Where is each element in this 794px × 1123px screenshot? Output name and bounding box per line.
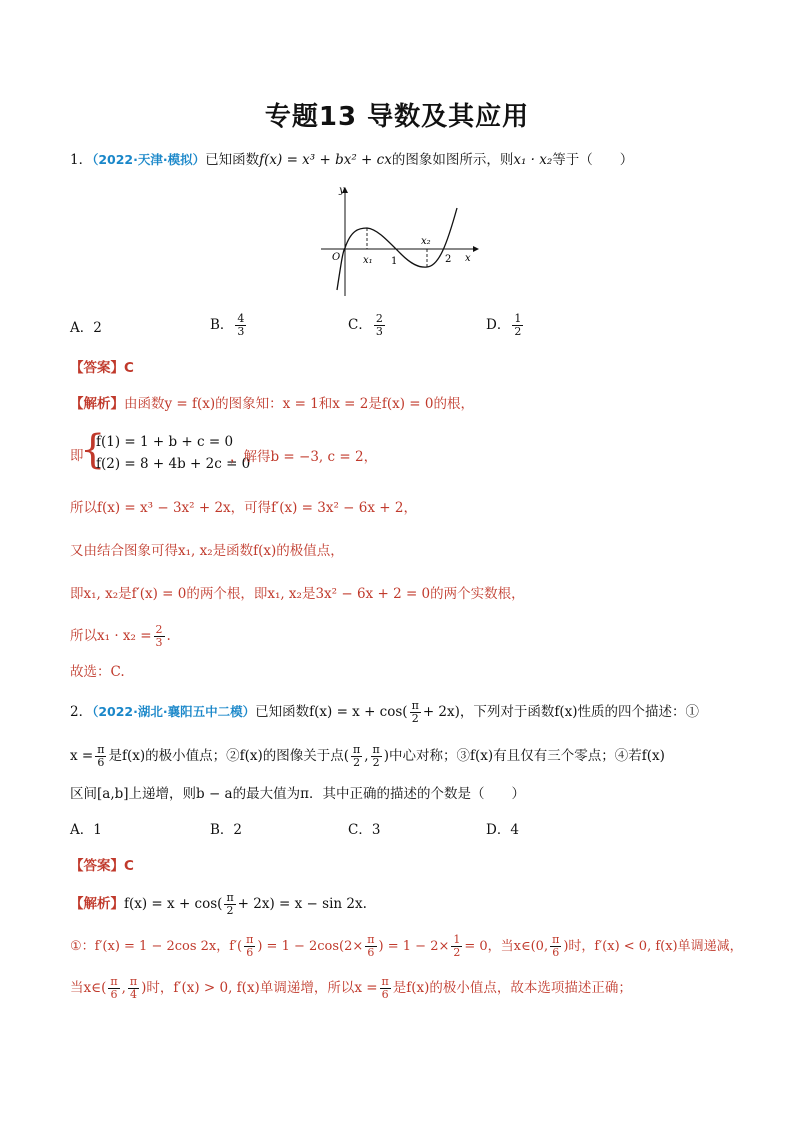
fraction-denominator: 2 (411, 712, 419, 725)
q2-analysis-line-1 (70, 892, 734, 917)
analysis-fraction (451, 934, 462, 959)
analysis-fraction (365, 934, 376, 959)
q2-stem-line-2 (70, 744, 734, 769)
stem-text: 已知函数f(x) = x + cos( (255, 704, 408, 720)
fraction-numerator: 1 (453, 933, 461, 946)
option-fraction (235, 313, 246, 338)
y-label: y (339, 185, 345, 196)
analysis-text: , (121, 980, 126, 996)
analysis-text: f(x) = x + cos( (124, 896, 223, 912)
fraction-numerator: π (226, 891, 234, 904)
analysis-tag: 【解析】 (70, 896, 124, 912)
option-label: D． (486, 822, 511, 838)
analysis-text: = 0，当x∈(0, (464, 939, 549, 954)
analysis-fraction (244, 934, 255, 959)
fraction-numerator: π (372, 743, 380, 756)
fraction-denominator: 6 (552, 946, 560, 959)
q1-stem-expr: x₁ · x₂ (513, 152, 553, 168)
analysis-text: ①：f′(x) = 1 − 2cos 2x，f′( (70, 939, 243, 954)
q2-stem-line-3: 区间[a,b]上递增，则b − a的最大值为π．其中正确的描述的个数是（ ） (70, 786, 525, 802)
fraction-denominator: 3 (237, 325, 245, 338)
system-prefix: 即 (70, 448, 84, 464)
x1-label: x₁ (363, 255, 373, 266)
fraction-numerator: 4 (237, 312, 245, 325)
q1-answer (70, 358, 734, 378)
stem-text: x = (70, 748, 94, 764)
q2-option-a[interactable] (70, 820, 102, 840)
option-label: A． (70, 822, 94, 838)
q1-analysis-line-3: 所以f(x) = x³ − 3x² + 2x，可得f′(x) = 3x² − 6x + 2， (70, 500, 417, 516)
x-label: x (465, 253, 471, 264)
fraction-numerator: π (246, 933, 254, 946)
origin-label: O (332, 252, 341, 263)
analysis-text: )时，f′(x) > 0, f(x)单调递增，所以x = (141, 980, 378, 996)
q2-source: （2022·湖北·襄阳五中二模） (92, 704, 256, 719)
stem-text: 是f(x)的极小值点；②f(x)的图像关于点( (108, 748, 350, 764)
fraction-numerator: π (97, 743, 105, 756)
option-value: 1 (93, 822, 102, 838)
fraction-denominator: 6 (110, 988, 118, 1001)
fraction-numerator: π (110, 975, 118, 988)
page-title: 专题13 导数及其应用 (264, 102, 530, 132)
analysis-tag: 【解析】 (70, 396, 124, 412)
analysis-text: + 2x) = x − sin 2x. (237, 896, 367, 912)
fraction-numerator: π (129, 975, 138, 988)
analysis-fraction (108, 976, 119, 1001)
option-fraction (374, 313, 385, 338)
system-eq1: f(1) = 1 + b + c = 0 (96, 434, 234, 450)
q1-option-b[interactable] (210, 313, 248, 338)
answer-value: C (124, 858, 134, 874)
fraction-denominator: 6 (381, 988, 389, 1001)
fraction-denominator: 2 (226, 904, 234, 917)
q2-analysis-line-3 (70, 976, 734, 1001)
q2-number: 2． (70, 704, 93, 720)
option-label: A． (70, 320, 94, 336)
option-label: C． (348, 317, 372, 333)
stem-fraction (410, 700, 421, 725)
fraction-denominator: 3 (375, 325, 383, 338)
option-value: 3 (371, 822, 381, 838)
q1-analysis-line-6 (70, 624, 734, 649)
fraction-numerator: 2 (155, 623, 163, 636)
option-value: 2 (93, 320, 102, 336)
fraction-numerator: π (552, 933, 560, 946)
stem-fraction (371, 744, 382, 769)
left-brace: { (80, 427, 106, 473)
q2-option-b[interactable] (210, 820, 242, 840)
fraction-denominator: 3 (155, 636, 163, 649)
fraction-numerator: π (411, 699, 419, 712)
q1-option-c[interactable] (348, 313, 387, 338)
q1-function-graph (315, 184, 485, 302)
q1-stem-c: 等于（ ） (552, 152, 634, 168)
option-label: B． (210, 317, 234, 333)
fraction-numerator: π (381, 975, 389, 988)
fraction-denominator: 6 (246, 946, 254, 959)
fraction-denominator: 2 (453, 946, 461, 959)
system-suffix: ，解得b = −3, c = 2， (230, 449, 378, 465)
analysis-text: 当x∈( (70, 980, 107, 996)
q1-option-d[interactable] (486, 313, 525, 338)
option-value: 2 (233, 822, 243, 838)
fraction-denominator: 2 (353, 756, 361, 769)
analysis-text: )时，f′(x) < 0, f(x)单调递减， (563, 939, 743, 954)
q1-stem-b: 的图象如图所示，则 (391, 152, 514, 168)
stem-text: )中心对称；③f(x)有且仅有三个零点；④若f(x) (383, 748, 665, 764)
answer-value: C (124, 360, 134, 376)
analysis-text: ) = 1 − 2× (378, 939, 450, 954)
option-label: B． (210, 822, 234, 838)
stem-text: + 2x)，下列对于函数f(x)性质的四个描述：① (422, 704, 700, 720)
analysis-text: 由函数y = f(x)的图象知：x = 1和x = 2是f(x) = 0的根， (124, 396, 474, 412)
analysis-text: 是f(x)的极小值点，故本选项描述正确； (392, 980, 632, 996)
q1-analysis-line-4: 又由结合图象可得x₁, x₂是函数f(x)的极值点， (70, 543, 344, 559)
q1-stem-a: 已知函数 (205, 152, 260, 168)
q2-answer (70, 856, 734, 876)
analysis-text: 所以x₁ · x₂ = (70, 628, 152, 644)
fraction-numerator: π (353, 743, 361, 756)
q1-analysis-line-5: 即x₁, x₂是f′(x) = 0的两个根，即x₁, x₂是3x² − 6x + 2 = 0的两个实数根， (70, 586, 525, 602)
fraction-numerator: 2 (375, 312, 383, 325)
fraction-numerator: π (367, 933, 375, 946)
analysis-text: . (166, 628, 171, 644)
system-eq2: f(2) = 8 + 4b + 2c = 0 (96, 456, 251, 472)
answer-tag: 【答案】 (70, 858, 124, 874)
q2-option-c[interactable] (348, 820, 380, 840)
analysis-fraction (550, 934, 561, 959)
fraction-denominator: 6 (367, 946, 375, 959)
option-label: D． (486, 317, 511, 333)
fraction-denominator: 2 (514, 325, 522, 338)
q2-analysis-line-2 (70, 933, 743, 959)
two-label: 2 (445, 254, 452, 265)
q2-option-d[interactable] (486, 820, 519, 840)
q1-stem (70, 150, 734, 170)
result-fraction (154, 624, 165, 649)
q1-option-a[interactable] (70, 318, 102, 338)
one-label: 1 (391, 256, 398, 267)
option-label: C． (348, 822, 372, 838)
analysis-text: ) = 1 − 2cos(2× (257, 939, 364, 954)
x-axis-arrow (473, 246, 479, 252)
fraction-denominator: 6 (97, 756, 105, 769)
answer-tag: 【答案】 (70, 360, 124, 376)
stem-text: , (364, 748, 369, 764)
q1-number: 1． (70, 152, 93, 168)
q1-stem-func: f(x) = x³ + bx² + cx (259, 152, 392, 168)
fraction-denominator: 4 (130, 988, 138, 1001)
q2-stem-line-1 (70, 700, 734, 725)
stem-fraction (351, 744, 362, 769)
q1-analysis-line-1 (70, 394, 734, 414)
fraction-denominator: 2 (372, 756, 380, 769)
fraction-numerator: 1 (514, 312, 522, 325)
analysis-fraction (224, 892, 235, 917)
analysis-fraction (128, 976, 139, 1001)
option-fraction (512, 313, 523, 338)
q1-analysis-line-7: 故选：C. (70, 664, 125, 680)
stem-fraction (95, 744, 106, 769)
analysis-fraction (380, 976, 391, 1001)
option-value: 4 (510, 822, 519, 838)
q1-source: （2022·天津·模拟） (92, 152, 206, 167)
x2-label: x₂ (421, 236, 431, 247)
